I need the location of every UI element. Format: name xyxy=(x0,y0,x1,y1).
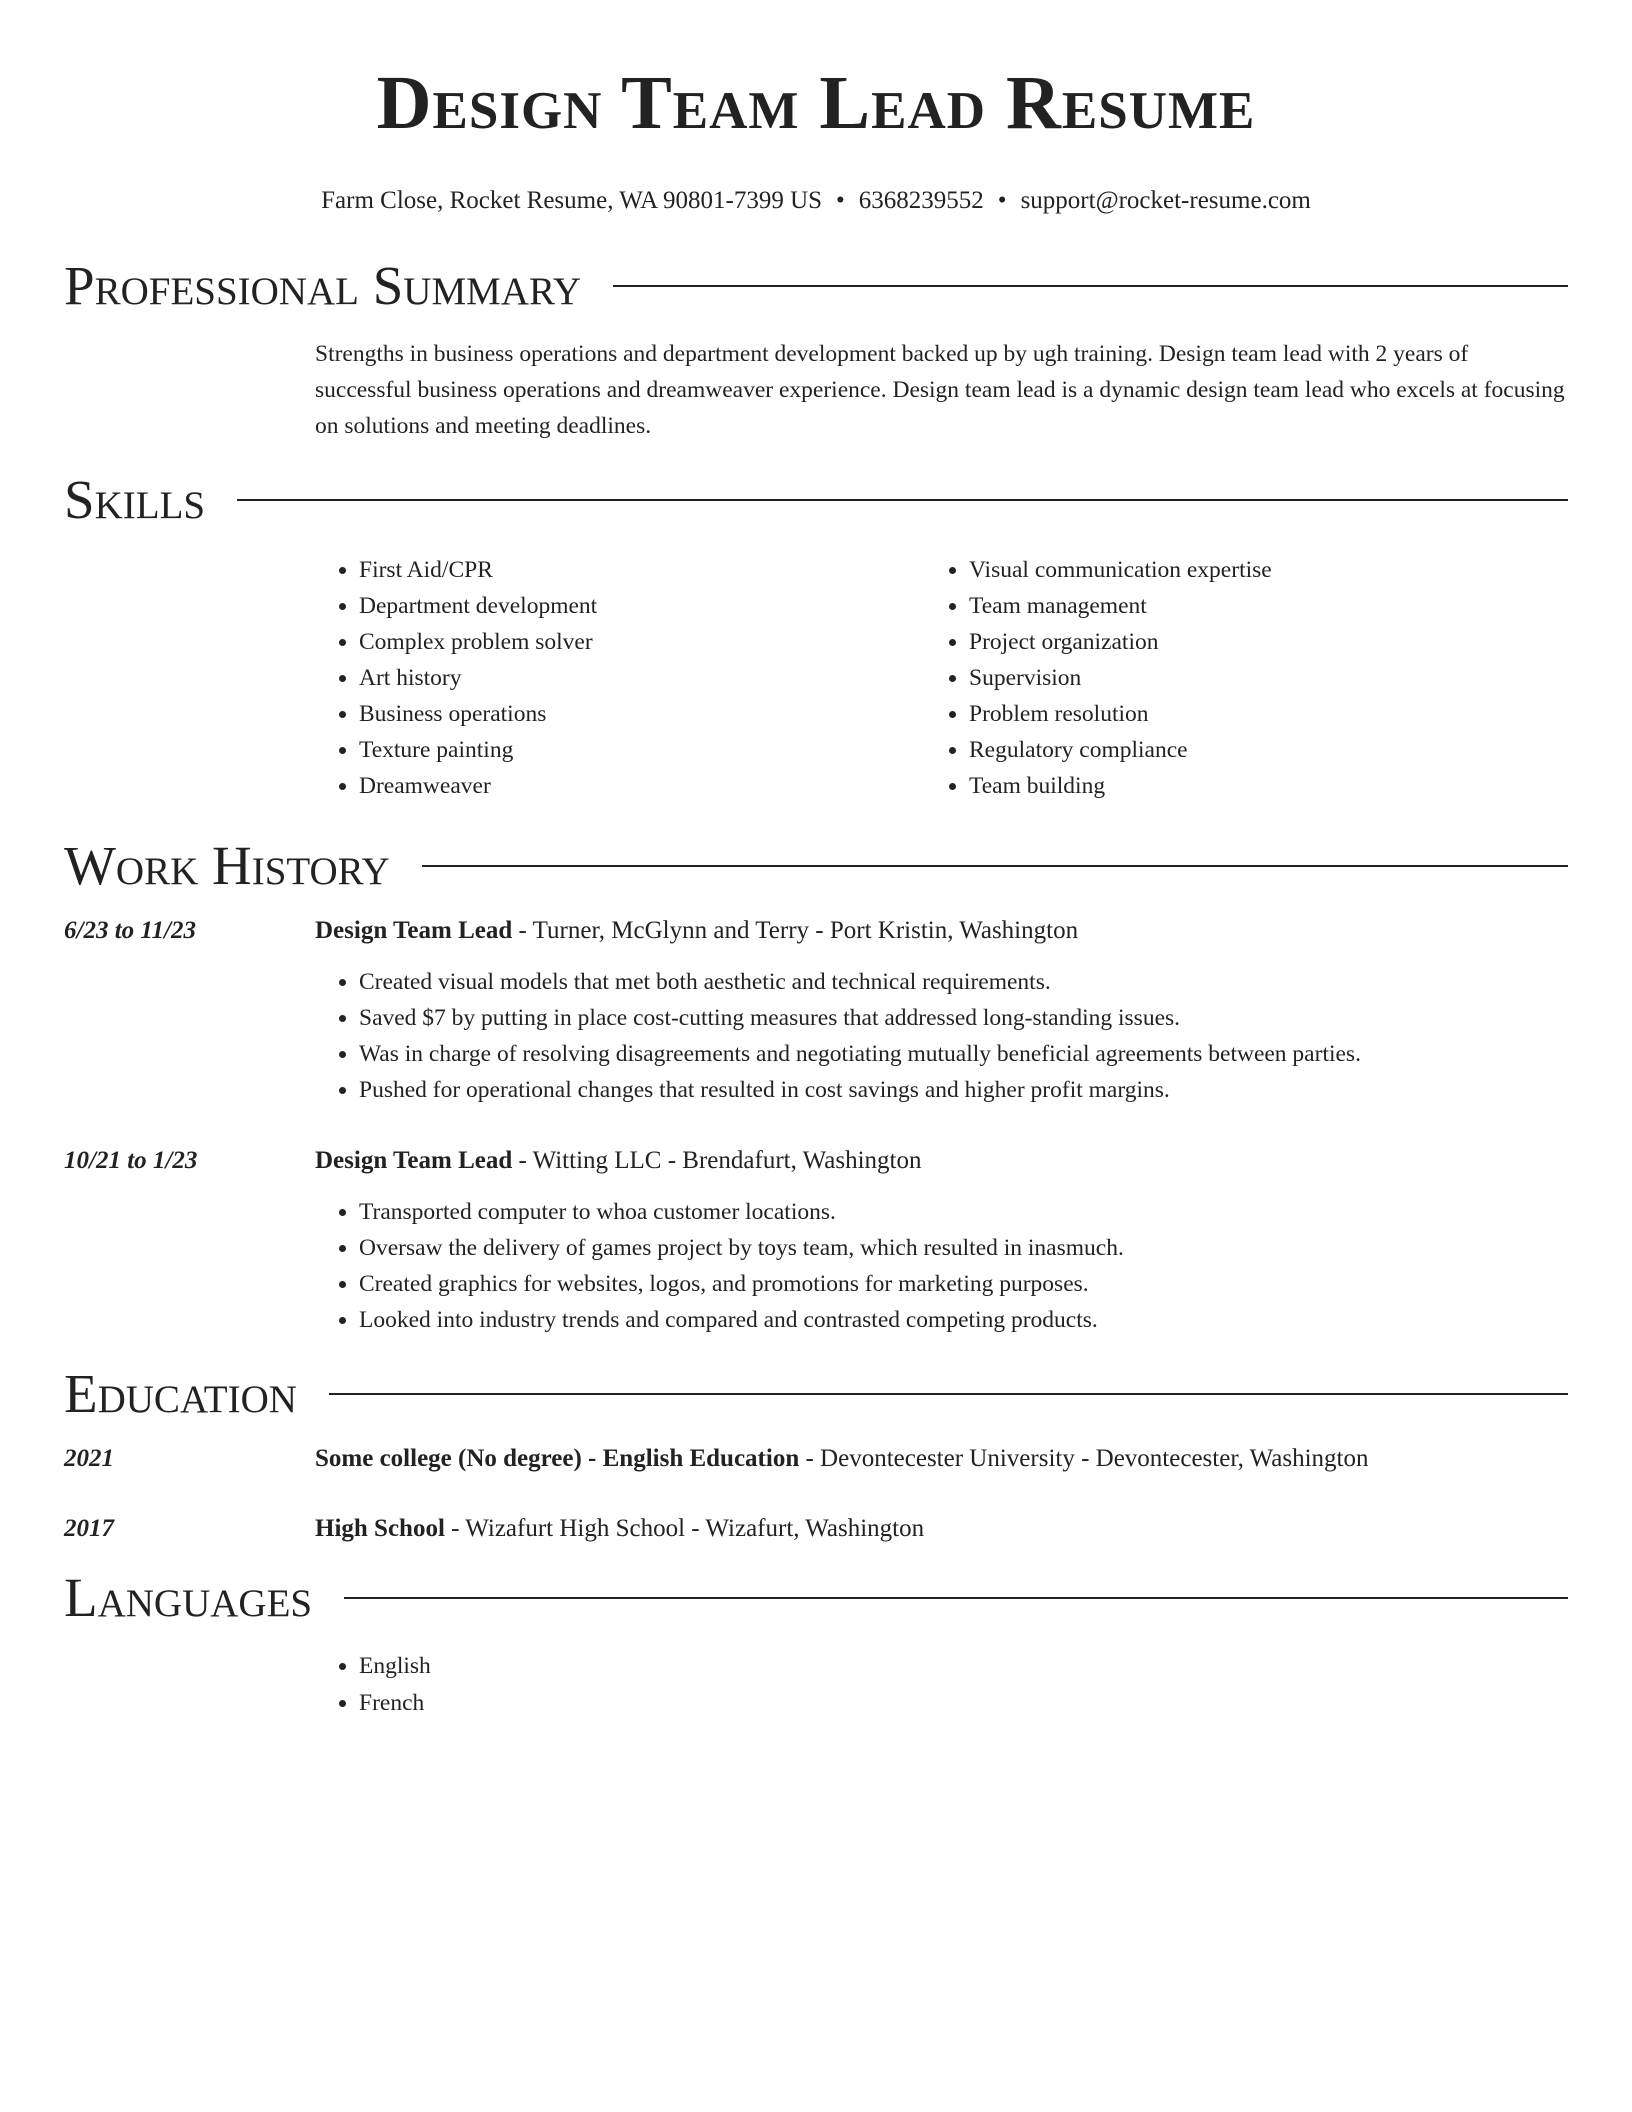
skill-item: • Texture painting xyxy=(359,732,887,768)
education-entry xyxy=(64,1442,1568,1476)
section-divider xyxy=(613,285,1568,287)
education-entry xyxy=(64,1512,1568,1546)
job-bullet: • Looked into industry trends and compared and contrasted competing products. xyxy=(359,1302,1568,1338)
skills-list xyxy=(315,552,1568,804)
job-heading xyxy=(315,914,1568,948)
job-details xyxy=(315,914,1568,1108)
job-bullets xyxy=(315,964,1568,1108)
contact-line xyxy=(64,184,1568,218)
skills-column-right xyxy=(925,552,1497,804)
languages-section-title: Languages xyxy=(64,1567,313,1628)
resume-title: Design Team Lead Resume xyxy=(376,61,1256,145)
education-details xyxy=(315,1442,1568,1476)
contact-address: Farm Close, Rocket Resume, WA 90801-7399 US xyxy=(321,187,823,214)
skill-item: • Art history xyxy=(359,660,887,696)
skill-item: • Project organization xyxy=(969,624,1497,660)
job-employer: - Turner, McGlynn and Terry - Port Kristin, Washington xyxy=(512,917,1079,944)
education-year: 2017 xyxy=(64,1515,114,1542)
job-bullets xyxy=(315,1194,1568,1338)
job-role: Design Team Lead xyxy=(315,917,513,944)
education-section-title: Education xyxy=(64,1363,297,1424)
contact-separator: • xyxy=(997,187,1007,214)
skill-item: • Regulatory compliance xyxy=(969,732,1497,768)
languages-section-header xyxy=(64,1568,1568,1628)
education-degree: High School xyxy=(315,1515,445,1542)
languages-items xyxy=(315,1648,1568,1722)
education-list xyxy=(64,1442,1568,1546)
skill-item: • Supervision xyxy=(969,660,1497,696)
section-divider xyxy=(422,865,1568,867)
skill-item: • Department development xyxy=(359,588,887,624)
education-details xyxy=(315,1512,1568,1546)
job-entry xyxy=(64,914,1568,1108)
education-school: - Devontecester University - Devontecester, Washington xyxy=(799,1445,1369,1472)
language-item: • French xyxy=(359,1685,1568,1722)
skills-section-header xyxy=(64,470,1568,530)
job-bullet: • Pushed for operational changes that resulted in cost savings and higher profit margins. xyxy=(359,1072,1568,1108)
summary-section-title: Professional Summary xyxy=(64,255,582,316)
education-degree: Some college (No degree) - English Education xyxy=(315,1445,800,1472)
summary-text: Strengths in business operations and department development backed up by ugh training. Design team lead with 2 years of successful business operations and dreamweaver experience. Design team lead is a dynamic design team lead who excels at focusing on solutions and meeting deadlines. xyxy=(315,341,1565,439)
language-item: • English xyxy=(359,1648,1568,1685)
languages-list xyxy=(315,1648,1568,1722)
job-bullet: • Created graphics for websites, logos, and promotions for marketing purposes. xyxy=(359,1266,1568,1302)
section-divider xyxy=(329,1393,1568,1395)
education-year: 2021 xyxy=(64,1445,114,1472)
job-details xyxy=(315,1144,1568,1338)
contact-separator: • xyxy=(836,187,845,214)
summary-section-header xyxy=(64,256,1568,316)
skill-item: • Team building xyxy=(969,768,1497,804)
job-entry xyxy=(64,1144,1568,1338)
contact-phone: 6368239552 xyxy=(858,187,984,214)
job-employer: - Witting LLC - Brendafurt, Washington xyxy=(512,1147,922,1174)
job-dates: 10/21 to 1/23 xyxy=(64,1147,198,1174)
job-bullet: • Oversaw the delivery of games project by toys team, which resulted in inasmuch. xyxy=(359,1230,1568,1266)
job-bullet: • Created visual models that met both aesthetic and technical requirements. xyxy=(359,964,1568,1000)
skill-item: • Problem resolution xyxy=(969,696,1497,732)
job-role: Design Team Lead xyxy=(315,1147,513,1174)
job-dates: 6/23 to 11/23 xyxy=(64,917,196,944)
skills-section-title: Skills xyxy=(64,469,206,530)
skill-item: • Team management xyxy=(969,588,1497,624)
job-bullet: • Saved $7 by putting in place cost-cutting measures that addressed long-standing issues. xyxy=(359,1000,1568,1036)
section-divider xyxy=(237,499,1568,501)
work-section-header xyxy=(64,836,1568,896)
education-school: - Wizafurt High School - Wizafurt, Washington xyxy=(444,1515,925,1542)
job-heading xyxy=(315,1144,1568,1178)
section-divider xyxy=(344,1597,1568,1599)
skill-item: • Business operations xyxy=(359,696,887,732)
contact-email: support@rocket-resume.com xyxy=(1020,187,1311,214)
skill-item: • Complex problem solver xyxy=(359,624,887,660)
skill-item: • First Aid/CPR xyxy=(359,552,887,588)
skill-item: • Dreamweaver xyxy=(359,768,887,804)
skill-item: • Visual communication expertise xyxy=(969,552,1497,588)
skills-column-left xyxy=(315,552,887,804)
education-section-header xyxy=(64,1364,1568,1424)
job-bullet: • Was in charge of resolving disagreements and negotiating mutually beneficial agreements between parties. xyxy=(359,1036,1568,1072)
work-history-list xyxy=(64,914,1568,1338)
job-bullet: • Transported computer to whoa customer locations. xyxy=(359,1194,1568,1230)
work-section-title: Work History xyxy=(64,835,390,896)
